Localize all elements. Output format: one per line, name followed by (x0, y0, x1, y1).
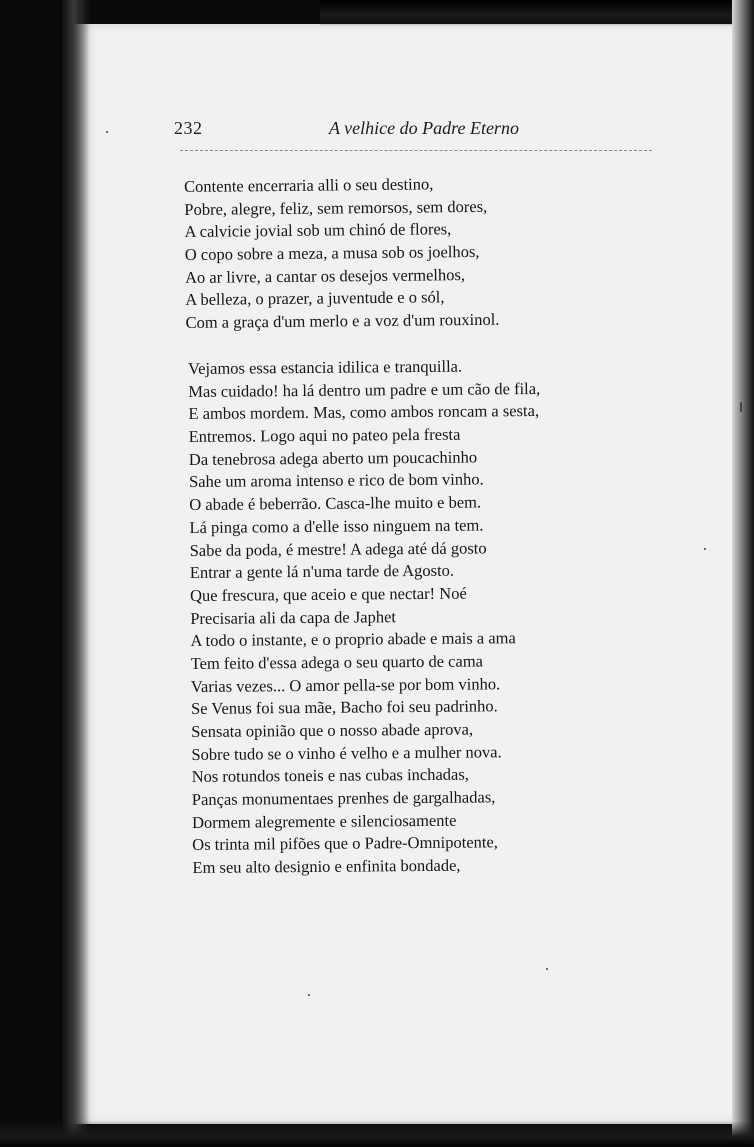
running-head: A velhice do Padre Eterno (329, 118, 519, 138)
stanza (184, 173, 500, 335)
verse-line: Sabe da poda, é mestre! A adega até dá gosto (189, 537, 487, 560)
verse-line: Que frescura, que aceio e que nectar! Noé (189, 583, 467, 605)
verse-line: Tem feito d'essa adega o seu quarto de cama (190, 651, 484, 673)
stanza (188, 355, 544, 880)
verse-line: A belleza, o prazer, a juventude e o sól, (185, 287, 445, 310)
scan-speck (106, 131, 108, 133)
top-scan-edge (320, 0, 754, 26)
page-header (174, 118, 654, 150)
verse-line: Se Venus foi sua mãe, Bacho foi seu padrinho. (190, 696, 498, 719)
verse-line: Sahe um aroma intenso e rico de bom vinho. (188, 469, 484, 492)
verse-line: Mas cuidado! ha lá dentro um padre e um cão de fila, (188, 378, 541, 401)
verse-line: Com a graça d'um merlo e a voz d'um rouxinol. (185, 309, 500, 333)
verse-line: Lá pinga como a d'elle isso ninguem na tem. (189, 515, 484, 537)
right-scan-edge (732, 0, 754, 1147)
verse-line: Varias vezes... O amor pella-se por bom vinho. (190, 673, 501, 696)
header-rule (180, 150, 652, 151)
verse-line: Entrar a gente lá n'uma tarde de Agosto. (189, 560, 455, 583)
scan-speck (308, 994, 310, 996)
verse-line: Os trinta mil pifões que o Padre-Omnipotente, (192, 832, 498, 855)
verse-line: Panças monumentaes prenhes de gargalhadas, (191, 787, 496, 810)
verse-line: Em seu alto designio e enfinita bondade, (192, 855, 461, 878)
verse-line: O copo sobre a meza, a musa sob os joelhos, (184, 241, 480, 265)
scan-speck (546, 968, 548, 970)
verse-line: A todo o instante, e o proprio abade e mais a ama (190, 628, 516, 651)
verse-line: Pobre, alegre, feliz, sem remorsos, sem dores, (184, 196, 488, 219)
verse-line: Vejamos essa estancia idilica e tranquilla. (188, 356, 463, 378)
scan-speck (740, 402, 742, 412)
verse-line: A calvicie jovial sob um chinó de flores, (184, 219, 452, 242)
verse-line: Sensata opinião que o nosso abade aprova, (191, 719, 474, 741)
scan-speck (704, 548, 706, 550)
verse-line: Dormem alegremente e silenciosamente (191, 810, 457, 832)
page-number: 232 (174, 118, 203, 138)
verse-line: Entremos. Logo aqui no pateo pela fresta (188, 424, 461, 447)
verse-line: Precisaria ali da capa de Japhet (190, 606, 397, 628)
bottom-scan-edge (0, 1121, 754, 1147)
verse-line: Da tenebrosa adega aberto um poucachinho (188, 447, 478, 469)
verse-line: Nos rotundos toneis e nas cubas inchadas, (191, 764, 469, 787)
verse-line: Contente encerraria alli o seu destino, (184, 174, 434, 196)
verse-line: E ambos mordem. Mas, como ambos roncam a sesta, (188, 401, 540, 424)
binding-shadow (60, 0, 90, 1147)
verse-line: O abade é beberrão. Casca-lhe muito e bem. (189, 492, 482, 515)
verse-line: Sobre tudo se o vinho é velho e a mulher nova. (191, 741, 502, 764)
verse-line: Ao ar livre, a cantar os desejos vermelhos, (184, 264, 466, 287)
